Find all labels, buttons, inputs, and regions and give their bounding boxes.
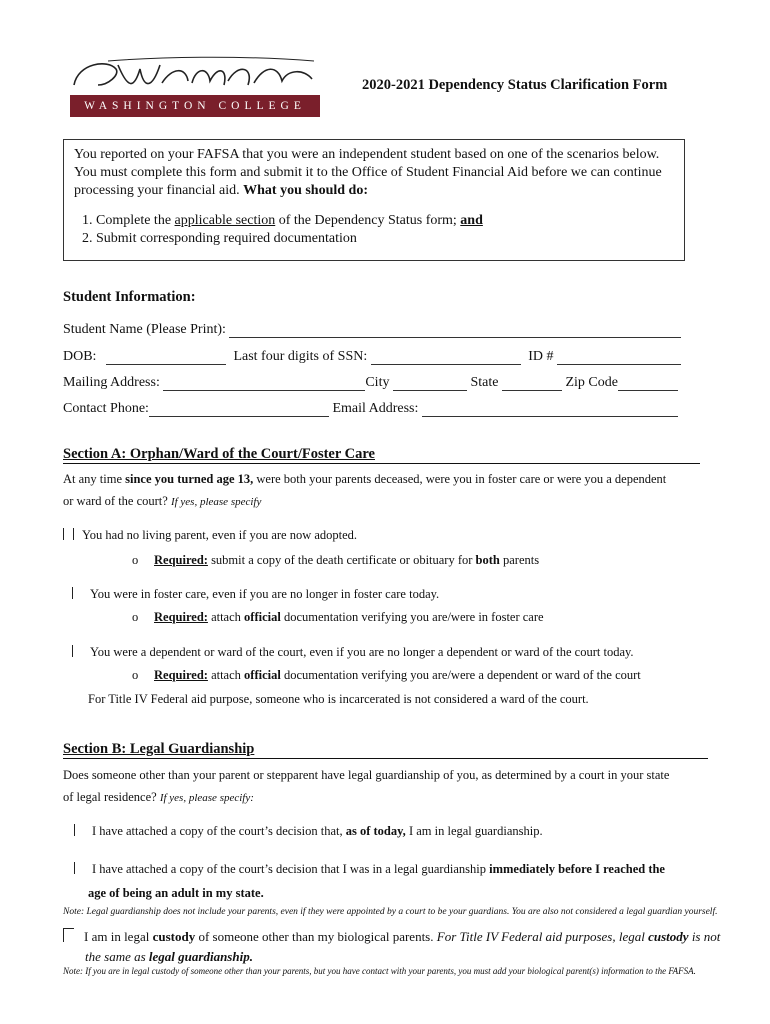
student-name-row: Student Name (Please Print): bbox=[63, 322, 681, 338]
steps-list bbox=[96, 212, 674, 248]
dob-row: DOB: Last four digits of SSN: ID # bbox=[63, 349, 681, 365]
contact-row: Contact Phone: Email Address: bbox=[63, 401, 678, 417]
dob-field[interactable] bbox=[106, 350, 226, 365]
section-b-question: Does someone other than your parent or stepparent have legal guardianship of you, as determined by a court in your state of legal residence? If yes, please specify: bbox=[63, 768, 670, 804]
title-iv-note: For Title IV Federal aid purpose, someone who is incarcerated is not considered a ward of the court. bbox=[88, 692, 589, 706]
state-field[interactable] bbox=[502, 376, 562, 391]
checkbox-ward-of-court[interactable] bbox=[72, 645, 82, 657]
section-a-heading: Section A: Orphan/Ward of the Court/Foster Care bbox=[63, 446, 700, 464]
phone-field[interactable] bbox=[149, 402, 329, 417]
option-prior-guardianship: I have attached a copy of the court’s decision that I was in a legal guardianship immediately before I reached the age of being an adult in my state. bbox=[74, 857, 734, 905]
mailing-address-row: Mailing Address: City State Zip Code bbox=[63, 375, 678, 391]
section-b-heading: Section B: Legal Guardianship bbox=[63, 741, 708, 759]
checkbox-foster-care[interactable] bbox=[72, 587, 82, 599]
ssn-field[interactable] bbox=[371, 350, 521, 365]
student-info-heading: Student Information: bbox=[63, 289, 196, 305]
option-ward-of-court: You were a dependent or ward of the court, even if you are no longer a dependent or ward of the court today. bbox=[72, 645, 634, 660]
section-a-question: At any time since you turned age 13, were both your parents deceased, were you in foster care or were you a dependent or ward of the court? If yes, please specify bbox=[63, 472, 667, 508]
instructions-box bbox=[63, 139, 685, 261]
logo-bar-text: WASHINGTON COLLEGE bbox=[70, 95, 320, 117]
requirement-foster-care: o Required: attach official documentation verifying you are/were in foster care bbox=[132, 610, 544, 624]
zip-field[interactable] bbox=[618, 376, 678, 391]
option-no-living-parent: You had no living parent, even if you are now adopted. bbox=[63, 528, 357, 543]
guardianship-note: Note: Legal guardianship does not include your parents, even if they were appointed by a court to be your guardians. You are also not considered a legal guardian yourself. bbox=[63, 907, 718, 917]
step-1: 1. Complete the applicable section of the Dependency Status form; and bbox=[96, 212, 674, 230]
checkbox-legal-custody[interactable] bbox=[63, 928, 74, 942]
form-title: 2020-2021 Dependency Status Clarification Form bbox=[362, 77, 668, 93]
mailing-address-field[interactable] bbox=[163, 376, 365, 391]
requirement-ward-of-court: o Required: attach official documentation verifying you are/were a dependent or ward of the court bbox=[132, 668, 641, 682]
intro-text: You reported on your FAFSA that you were an independent student based on one of the scenarios below. You must complete this form and submit it to the Office of Student Financial Aid before we can continue processing your financial aid. bbox=[74, 147, 662, 198]
checkbox-no-living-parent[interactable] bbox=[63, 528, 74, 540]
city-field[interactable] bbox=[393, 376, 467, 391]
what-to-do-label: What you should do: bbox=[243, 183, 369, 198]
washington-college-logo bbox=[68, 55, 320, 121]
id-field[interactable] bbox=[557, 350, 681, 365]
checkbox-current-guardianship[interactable] bbox=[74, 824, 84, 836]
checkbox-prior-guardianship[interactable] bbox=[74, 862, 84, 874]
step-2: 2. Submit corresponding required documentation bbox=[96, 230, 674, 248]
option-foster-care: You were in foster care, even if you are no longer in foster care today. bbox=[72, 587, 439, 602]
student-name-field[interactable] bbox=[229, 323, 681, 338]
custody-note: Note: If you are in legal custody of someone other than your parents, but you have contact with your parents, you must add your biological parent(s) information to the FAFSA. bbox=[63, 966, 696, 976]
email-field[interactable] bbox=[422, 402, 678, 417]
signature-logo-icon bbox=[68, 55, 320, 95]
applicable-section-link: applicable section bbox=[174, 213, 276, 228]
requirement-death-certificate: o Required: submit a copy of the death certificate or obituary for both parents bbox=[132, 553, 540, 567]
option-legal-custody: I am in legal custody of someone other than my biological parents. For Title IV Federal aid purposes, legal custody is not the same as legal guardianship. bbox=[63, 927, 733, 967]
option-current-guardianship: I have attached a copy of the court’s decision that, as of today, I am in legal guardianship. bbox=[74, 824, 543, 839]
